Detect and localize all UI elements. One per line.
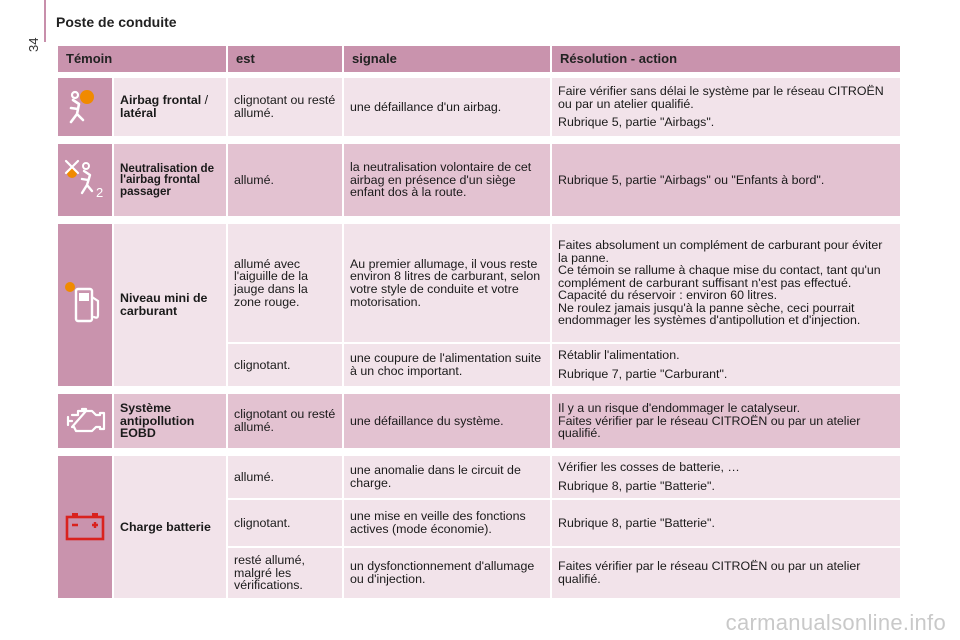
engine-icon-cell <box>58 394 114 450</box>
table-row <box>58 144 902 218</box>
action-cell: Il y a un risque d'endommager le catalyseur. Faites vérifier par le réseau CITROËN ou par un atelier qualifié. <box>552 394 902 450</box>
table-row <box>58 224 902 344</box>
est-cell: clignotant. <box>228 344 344 388</box>
page-number: 34 <box>26 37 41 52</box>
signale-cell: une mise en veille des fonctions actives (mode économie). <box>344 500 552 548</box>
table-row <box>58 456 902 500</box>
est-cell: clignotant ou resté allumé. <box>228 78 344 138</box>
action-cell: Rétablir l'alimentation. Rubrique 7, partie "Carburant". <box>552 344 902 388</box>
watermark: carmanualsonline.info <box>725 610 946 635</box>
battery-icon <box>64 511 106 541</box>
action-cell: Rubrique 8, partie "Batterie". <box>552 500 902 548</box>
header-action: Résolution - action <box>552 46 902 72</box>
svg-text:2: 2 <box>96 184 104 200</box>
est-cell: clignotant. <box>228 500 344 548</box>
table-header-row <box>58 46 902 72</box>
warning-name: Niveau mini de carburant <box>114 224 228 388</box>
warning-name: Système antipollution EOBD <box>114 394 228 450</box>
signale-cell: la neutralisation volontaire de cet airbag en présence d'un siège enfant dos à la route. <box>344 144 552 218</box>
signale-cell: une défaillance d'un airbag. <box>344 78 552 138</box>
action-cell: Faire vérifier sans délai le système par le réseau CITROËN ou par un atelier qualifié. Rubrique 5, partie "Airbags". <box>552 78 902 138</box>
signale-cell: une anomalie dans le circuit de charge. <box>344 456 552 500</box>
est-cell: allumé. <box>228 456 344 500</box>
airbag-off-icon <box>64 157 108 201</box>
signale-cell: une coupure de l'alimentation suite à un choc important. <box>344 344 552 388</box>
table-row <box>58 78 902 138</box>
action-cell: Faites vérifier par le réseau CITROËN ou par un atelier qualifié. <box>552 548 902 600</box>
signale-cell: un dysfonctionnement d'allumage ou d'injection. <box>344 548 552 600</box>
fuel-pump-icon <box>64 281 106 327</box>
side-rule <box>44 0 46 42</box>
warning-name: Neutralisation de l'airbag frontal passager <box>114 144 228 218</box>
airbag-icon <box>65 86 105 126</box>
airbag-off-icon-cell <box>58 144 114 218</box>
signale-cell: une défaillance du système. <box>344 394 552 450</box>
est-cell: allumé avec l'aiguille de la jauge dans la zone rouge. <box>228 224 344 344</box>
header-est: est <box>228 46 344 72</box>
section-title: Poste de conduite <box>56 14 177 30</box>
table-row <box>58 394 902 450</box>
action-cell: Faites absolument un complément de carburant pour éviter la panne. Ce témoin se rallume à chaque mise du contact, tant qu'un complément de carburant suffisant n'est pas effectué. Capacité du réservoir : environ 60 litres. Ne roulez jamais jusqu'à la panne sèche, ceci pourrait endommager les systèmes d'antipollution et d'injection. <box>552 224 902 344</box>
header-signale: signale <box>344 46 552 72</box>
action-cell: Vérifier les cosses de batterie, … Rubrique 8, partie "Batterie". <box>552 456 902 500</box>
airbag-icon-cell <box>58 78 114 138</box>
fuel-pump-icon-cell <box>58 224 114 388</box>
warning-name: Charge batterie <box>114 456 228 600</box>
warning-lights-table <box>58 46 902 600</box>
est-cell: resté allumé, malgré les vérifications. <box>228 548 344 600</box>
battery-icon-cell <box>58 456 114 600</box>
header-temoin: Témoin <box>58 46 228 72</box>
est-cell: allumé. <box>228 144 344 218</box>
engine-icon <box>64 403 110 437</box>
warning-name: Airbag frontal / latéral <box>114 78 228 138</box>
est-cell: clignotant ou resté allumé. <box>228 394 344 450</box>
signale-cell: Au premier allumage, il vous reste environ 8 litres de carburant, selon votre style de conduite et votre motorisation. <box>344 224 552 344</box>
action-cell: Rubrique 5, partie "Airbags" ou "Enfants à bord". <box>552 144 902 218</box>
